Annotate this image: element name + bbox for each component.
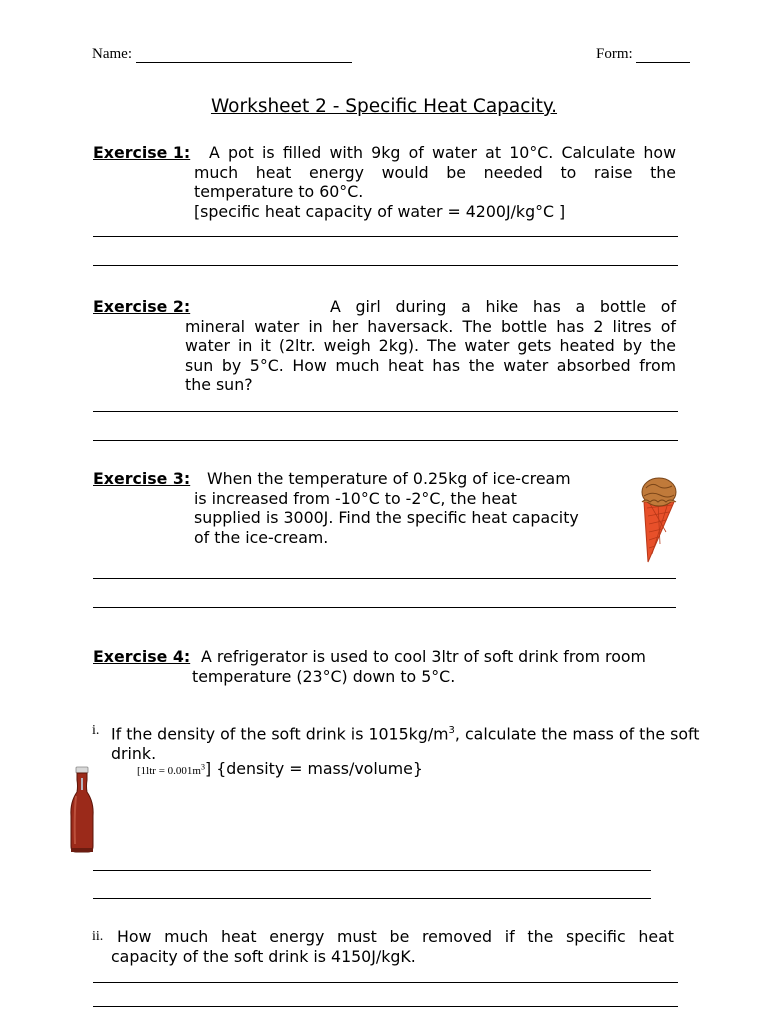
- part-ii-line-2: capacity of the soft drink is 4150J/kgK.: [111, 946, 416, 966]
- density-formula: {density = mass/volume}: [216, 759, 423, 778]
- exercise-4-first-row: [93, 647, 683, 667]
- ice-cream-cone-icon: [638, 474, 680, 564]
- exercise-3: [93, 469, 613, 547]
- exercise-2-line-3: water in it (2ltr. weigh 2kg). The water gets heated by the: [185, 336, 676, 356]
- exercise-1-line-2: much heat energy would be needed to raise the: [194, 162, 676, 182]
- exercise-2-line-5: the sun?: [185, 375, 253, 395]
- exercise-3-line-2: is increased from -10°C to -2°C, the heat: [194, 488, 517, 508]
- answer-line[interactable]: [93, 870, 651, 871]
- part-ii-question: [111, 927, 674, 966]
- exercise-1-line-1: A pot is filled with 9kg of water at 10°C. Calculate how: [209, 143, 676, 162]
- part-i-line-1-end: , calculate the mass of the soft: [454, 724, 700, 744]
- exercise-3-line-3: supplied is 3000J. Find the specific heat capacity: [194, 508, 579, 528]
- answer-line[interactable]: [93, 1006, 678, 1007]
- answer-line[interactable]: [93, 411, 678, 412]
- exercise-4: [93, 647, 683, 686]
- part-i-line-1: [111, 721, 716, 744]
- note-superscript: 3: [200, 762, 205, 772]
- name-field: [92, 46, 352, 63]
- answer-line[interactable]: [93, 236, 678, 237]
- exercise-2-line-1: A girl during a hike has a bottle of: [330, 297, 676, 316]
- cubed-superscript: 3: [448, 725, 455, 736]
- part-i-question: [111, 721, 716, 763]
- exercise-1-first-row: [93, 143, 676, 163]
- exercise-1-line-4: [specific heat capacity of water = 4200J/kg°C ]: [194, 201, 566, 221]
- exercise-4-line-1: A refrigerator is used to cool 3ltr of soft drink from room: [201, 647, 646, 666]
- part-i-hint: [137, 759, 423, 778]
- name-label: Name:: [92, 46, 132, 62]
- exercise-1-label: Exercise 1:: [93, 143, 191, 162]
- exercise-2-line-2: mineral water in her haversack. The bottle has 2 litres of: [185, 316, 676, 336]
- litre-conversion-note: [137, 762, 205, 777]
- note-text: [1ltr = 0.001m: [137, 765, 201, 777]
- worksheet-title: Worksheet 2 - Specific Heat Capacity.: [210, 96, 558, 117]
- part-i-numeral: i.: [92, 723, 100, 738]
- answer-line[interactable]: [93, 265, 678, 266]
- answer-line[interactable]: [93, 982, 678, 983]
- exercise-2-label: Exercise 2:: [93, 297, 191, 316]
- answer-line[interactable]: [93, 607, 676, 608]
- exercise-3-line-4: of the ice-cream.: [194, 527, 329, 547]
- exercise-2-line-4: sun by 5°C. How much heat has the water absorbed from: [185, 355, 676, 375]
- part-i-line-1-text: If the density of the soft drink is 1015kg/m: [111, 724, 449, 744]
- exercise-3-first-row: [93, 469, 613, 489]
- exercise-1-line-3: temperature to 60°C.: [194, 182, 364, 202]
- answer-line[interactable]: [93, 578, 676, 579]
- answer-line[interactable]: [93, 440, 678, 441]
- part-ii-numeral: ii.: [92, 929, 104, 944]
- exercise-3-line-1: When the temperature of 0.25kg of ice-cream: [207, 469, 571, 488]
- name-blank[interactable]: [136, 50, 352, 63]
- soft-drink-bottle-icon: [68, 766, 96, 854]
- exercise-1: [93, 143, 676, 221]
- exercise-4-label: Exercise 4:: [93, 647, 191, 666]
- form-blank[interactable]: [636, 50, 690, 63]
- part-i-line-2: drink.: [111, 743, 157, 763]
- part-ii-line-1: How much heat energy must be removed if the specific heat: [117, 927, 674, 946]
- exercise-3-label: Exercise 3:: [93, 469, 191, 488]
- exercise-2-first-row: [93, 297, 676, 317]
- form-label: Form:: [596, 46, 633, 62]
- exercise-4-line-2: temperature (23°C) down to 5°C.: [192, 666, 456, 686]
- form-field: [596, 46, 690, 63]
- exercise-2: [93, 297, 676, 395]
- note-close-bracket: ]: [204, 759, 212, 778]
- answer-line[interactable]: [93, 898, 651, 899]
